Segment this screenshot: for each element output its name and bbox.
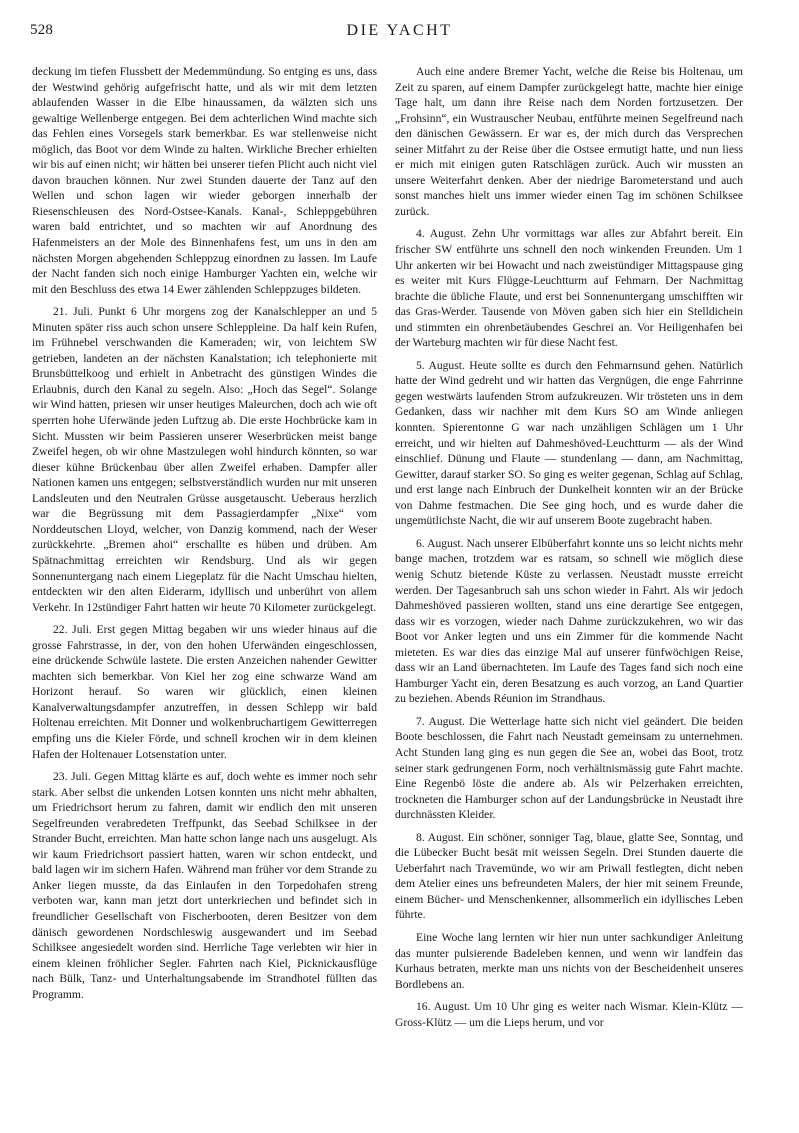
paragraph: 16. August. Um 10 Uhr ging es weiter nach Wismar. Klein-Klütz — Gross-Klütz — um die Lieps herum, und vor bbox=[395, 1000, 743, 1029]
paragraph: 21. Juli. Punkt 6 Uhr morgens zog der Kanalschlepper an und 5 Minuten später riss auch schon unsere Schleppleine. Da half kein Rufen, im Frühnebel verschwanden die Kameraden; wir, von leichtem SW getrieben, landeten an der nächsten Kanalstation; ich telephonierte mit Brunsbüttelkoog und erhielt in Anbetracht des günstigen Windes die Erlaubnis, durch den Kanal zu segeln. Also: „Hoch das Segel“. Solange wir Wind hatten, priesen wir unser heutiges Maleurchen, doch ach wie oft sperrten hohe Uferwände jeden Luftzug ab. Die erste Hochbrücke kam in Sicht. Mussten wir beim Passieren unserer Weserbrücken meist bange Zweifel hegen, ob wir ohne Mastzulegen wohl hindurch könnten, so war dieser kühne Brückenbau über allen Zweifel erhaben. Dampfer aller Nationen kamen uns entgegen; selbstverständlich wurden nur mit unseren Landsleuten und den Neutralen Grüsse ausgetauscht. Ueberaus herzlich war die Begrüssung mit dem Passagierdampfer „Nixe“ vom Norddeutschen Lloyd, welcher, von Danzig kommend, nach der Weser zurückkehrte. „Bremen ahoi“ erschallte es hüben und drüben. Am Spätnachmittag erreichten wir Rendsburg. Und als wir gegen Sonnenuntergang nach einem Liegeplatz für die Nacht Umschau hielten, entdeckten wir den alten Eiderarm, idyllisch und unberührt von allem Verkehr. In 12stündiger Fahrt hatten wir heute 70 Kilometer zurückgelegt. bbox=[32, 305, 377, 614]
paragraph: Eine Woche lang lernten wir hier nun unter sachkundiger Anleitung das munter pulsierende Badeleben kennen, und wenn wir landfein das Kurhaus betraten, merkte man uns nichts von der Bescheidenheit unseres Bordlebens an. bbox=[395, 930, 743, 991]
right-column bbox=[395, 64, 743, 1037]
page-number: 528 bbox=[30, 22, 54, 38]
paragraph: 5. August. Heute sollte es durch den Fehmarnsund gehen. Natürlich hatte der Wind gedreht und wir hatten das Vergnügen, die enge Fahrrinne gegen westwärts laufenden Strom aufzukreuzen. Wir trösteten uns in dem Gedanken, dass wir nachher mit dem Kurs SO am Winde anliegen konnten. Spierentonne G war nach unzähligen Schlägen um 1 Uhr erreicht, und wir hielten auf Dahmeshöved-Leuchtturm — als der Wind einschlief. Dünung und Flaute — stundenlang — dann, am Nachmittag, Gewitter, darauf starker SO. So ging es weiter gegenan, Schlag auf Schlag, und erst lange nach Einbruch der Dunkelheit konnten wir an der Brücke von Dahme festmachen. Die See ging hoch, und es wurde daher die ungemütlichste Nacht, die wir auf unserem Boote zugebracht haben. bbox=[395, 358, 743, 528]
paragraph: 8. August. Ein schöner, sonniger Tag, blaue, glatte See, Sonntag, und die Lübecker Bucht besät mit weissen Segeln. Drei Stunden dauerte die Ueberfahrt nach Travemünde, wo wir am Priwall festlegten, dicht neben dem Atelier eines uns befreundeten Malers, der hier mit seinem Freunde, einem Bücher- und Menschenkenner, allsommerlich ein idyllisches Leben führte. bbox=[395, 830, 743, 922]
paragraph: 4. August. Zehn Uhr vormittags war alles zur Abfahrt bereit. Ein frischer SW entführte uns schnell den noch winkenden Freunden. Um 1 Uhr ankerten wir bei Howacht und nach zweistündiger Mittagspause ging es weiter mit Kurs Flügge-Leuchtturm auf Fehmarn. Der Nachmittag brachte die übliche Flaute, und erst bei Sonnenuntergang umschifften wir das Gras-Werder. Tausende von Möven gaben sich hier ein Stelldichein und stimmten ein ohrenbetäubendes Geschrei an. Vor Heiligenhafen bei der Warteburg machten wir für diese Nacht fest. bbox=[395, 227, 743, 350]
paragraph: 7. August. Die Wetterlage hatte sich nicht viel geändert. Die beiden Boote beschlossen, die Fahrt nach Neustadt gemeinsam zu unternehmen. Acht Stunden lang ging es nun gegen die See an, wobei das Boot, trotz seiner stark gedrungenen Form, noch verhältnismässig gute Fahrt machte. Eine Regenbö löste die andere ab. Als wir Pelzerhaken erreichten, trockneten die Hamburger schon auf der Landungsbrücke in Neustadt ihre durchnässten Kleider. bbox=[395, 714, 743, 822]
paragraph: Auch eine andere Bremer Yacht, welche die Reise bis Holtenau, um Zeit zu sparen, auf einem Dampfer zurückgelegt hatte, machte hier einige Tage halt, um dann ihre Reise nach dem Norden fortzusetzen. Der „Frohsinn“, ein Wustrauscher Neubau, entführte meinen Segelfreund nach den dänischen Gewässern. Er war es, der mich durch das Versprechen seiner Mitfahrt zu der Reise über die Ostsee ermutigt hatte, und nun liess er mich mit einigen guten Ratschlägen zurück. Auch wir mussten an unsere Weiterfahrt denken. Aber der niedrige Barometerstand und auch sonst manches hielt uns immer wieder einen Tag im schönen Schilksee zurück. bbox=[395, 65, 743, 218]
paragraph: 23. Juli. Gegen Mittag klärte es auf, doch wehte es immer noch sehr stark. Aber selbst die unkenden Lotsen konnten uns nicht mehr abhalten, um Friedrichsort herum zu fahren, damit wir endlich den mit unseren Segelfreunden verabredeten Treffpunkt, das Seebad Schilksee in der Strander Bucht, erreichten. Man hatte schon lange nach uns ausgelugt. Als wir kaum Friedrichsort passiert hatten, waren wir schon entdeckt, und bald lagen wir im sichern Hafen. Während man früher vor dem Strande zu Anker liegen musste, da das Einlaufen in den Torpedohafen streng verboten war, kann man jetzt dort unterkriechen und befindet sich in freundlicher Gesellschaft von Fischerbooten, deren Besitzer von dem dänisch gewordenen Nordschleswig ausgewandert und im Seebad Schilksee angesiedelt worden sind. Herrliche Tage verlebten wir hier in einem kleinen fröhlicher Segler. Fahrten nach Kiel, Picknickausflüge nach Bülk, Tanz- und Unterhaltungsabende im Strandhotel füllten das Programm. bbox=[32, 770, 377, 1001]
paragraph: 22. Juli. Erst gegen Mittag begaben wir uns wieder hinaus auf die grosse Fahrstrasse, in der, von den hohen Uferwänden eingeschlossen, eine drückende Schwüle lastete. Die ersten Anzeichen nahender Gewitter machten sich bemerkbar. Von Kiel her zog eine schwarze Wand am Horizont herauf. So waren wir glücklich, einen kleinen Kanalverwaltungsdampfer anzutreffen, in dessen Schlepp wir bald Holtenau erreichten. Mit Donner und wolkenbruchartigem Gewitterregen empfing uns die Kieler Förde, und schnell krochen wir in dem kleinen Hafen der Holtenauer Lotsenstation unter. bbox=[32, 623, 377, 761]
left-column bbox=[32, 64, 377, 1009]
paragraph: deckung im tiefen Flussbett der Medemmündung. So entging es uns, dass der Westwind gehörig aufgefrischt hatte, und als wir mit dem letzten ablaufenden Wasser in die Elbe hinaussamen, da wälzten sich uns gewaltige Wellenberge entgegen. Bei dem achterlichen Wind machte sich das Fehlen eines Vorsegels stark bemerkbar. Es war stellenweise nicht möglich, das Boot vor dem Winde zu halten. Wirkliche Brecher erhielten wir bis auf einen nicht; wir hätten bei unserer tiefen Plicht auch nicht viel davon brauchen können. Nur zwei Stunden dauerte der Tanz auf den Wellen und schon lagen wir wieder geborgen innerhalb der Riesenschleusen des Nord-Ostsee-Kanals. Kanal-, Schleppgebühren waren bald entrichtet, und so machten wir auf Anordnung des Hafenmeisters an der Mole des Binnenhafens fest, um uns in den am nächsten Morgen abgehenden Schleppzug einordnen zu lassen. Im Laufe der Nacht fanden sich noch einige Hamburger Yachten ein, welche wir mit den Beschluss des etwa 14 Ewer zählenden Schleppzuges bildeten. bbox=[32, 65, 377, 296]
paragraph: 6. August. Nach unserer Elbüberfahrt konnte uns so leicht nichts mehr bange machen, trotzdem war es ratsam, so schnell wie möglich diese wenig Schutz bietende Küste zu verlassen. Neustadt musste erreicht werden. Der Tagesanbruch sah uns schon wieder in Fahrt. Als wir jedoch Dahmeshöved passieren wollten, stand uns eine derartige See entgegen, dass wir es vorzogen, wieder nach Dahme zurückzukehren, wo wir das Boot vor Anker legten und uns ein Zimmer für die kommende Nacht mieteten. Es war dies das einzige Mal auf unserer fünfwöchigen Reise, dass wir an Land übernachteten. Im Laufe des Tages fand sich noch eine Hamburger Yacht ein, deren Besatzung es auch vorzog, an Land Quartier zu beziehen. Abends Réunion im Strandhaus. bbox=[395, 536, 743, 706]
running-head-title: DIE YACHT bbox=[346, 22, 453, 39]
